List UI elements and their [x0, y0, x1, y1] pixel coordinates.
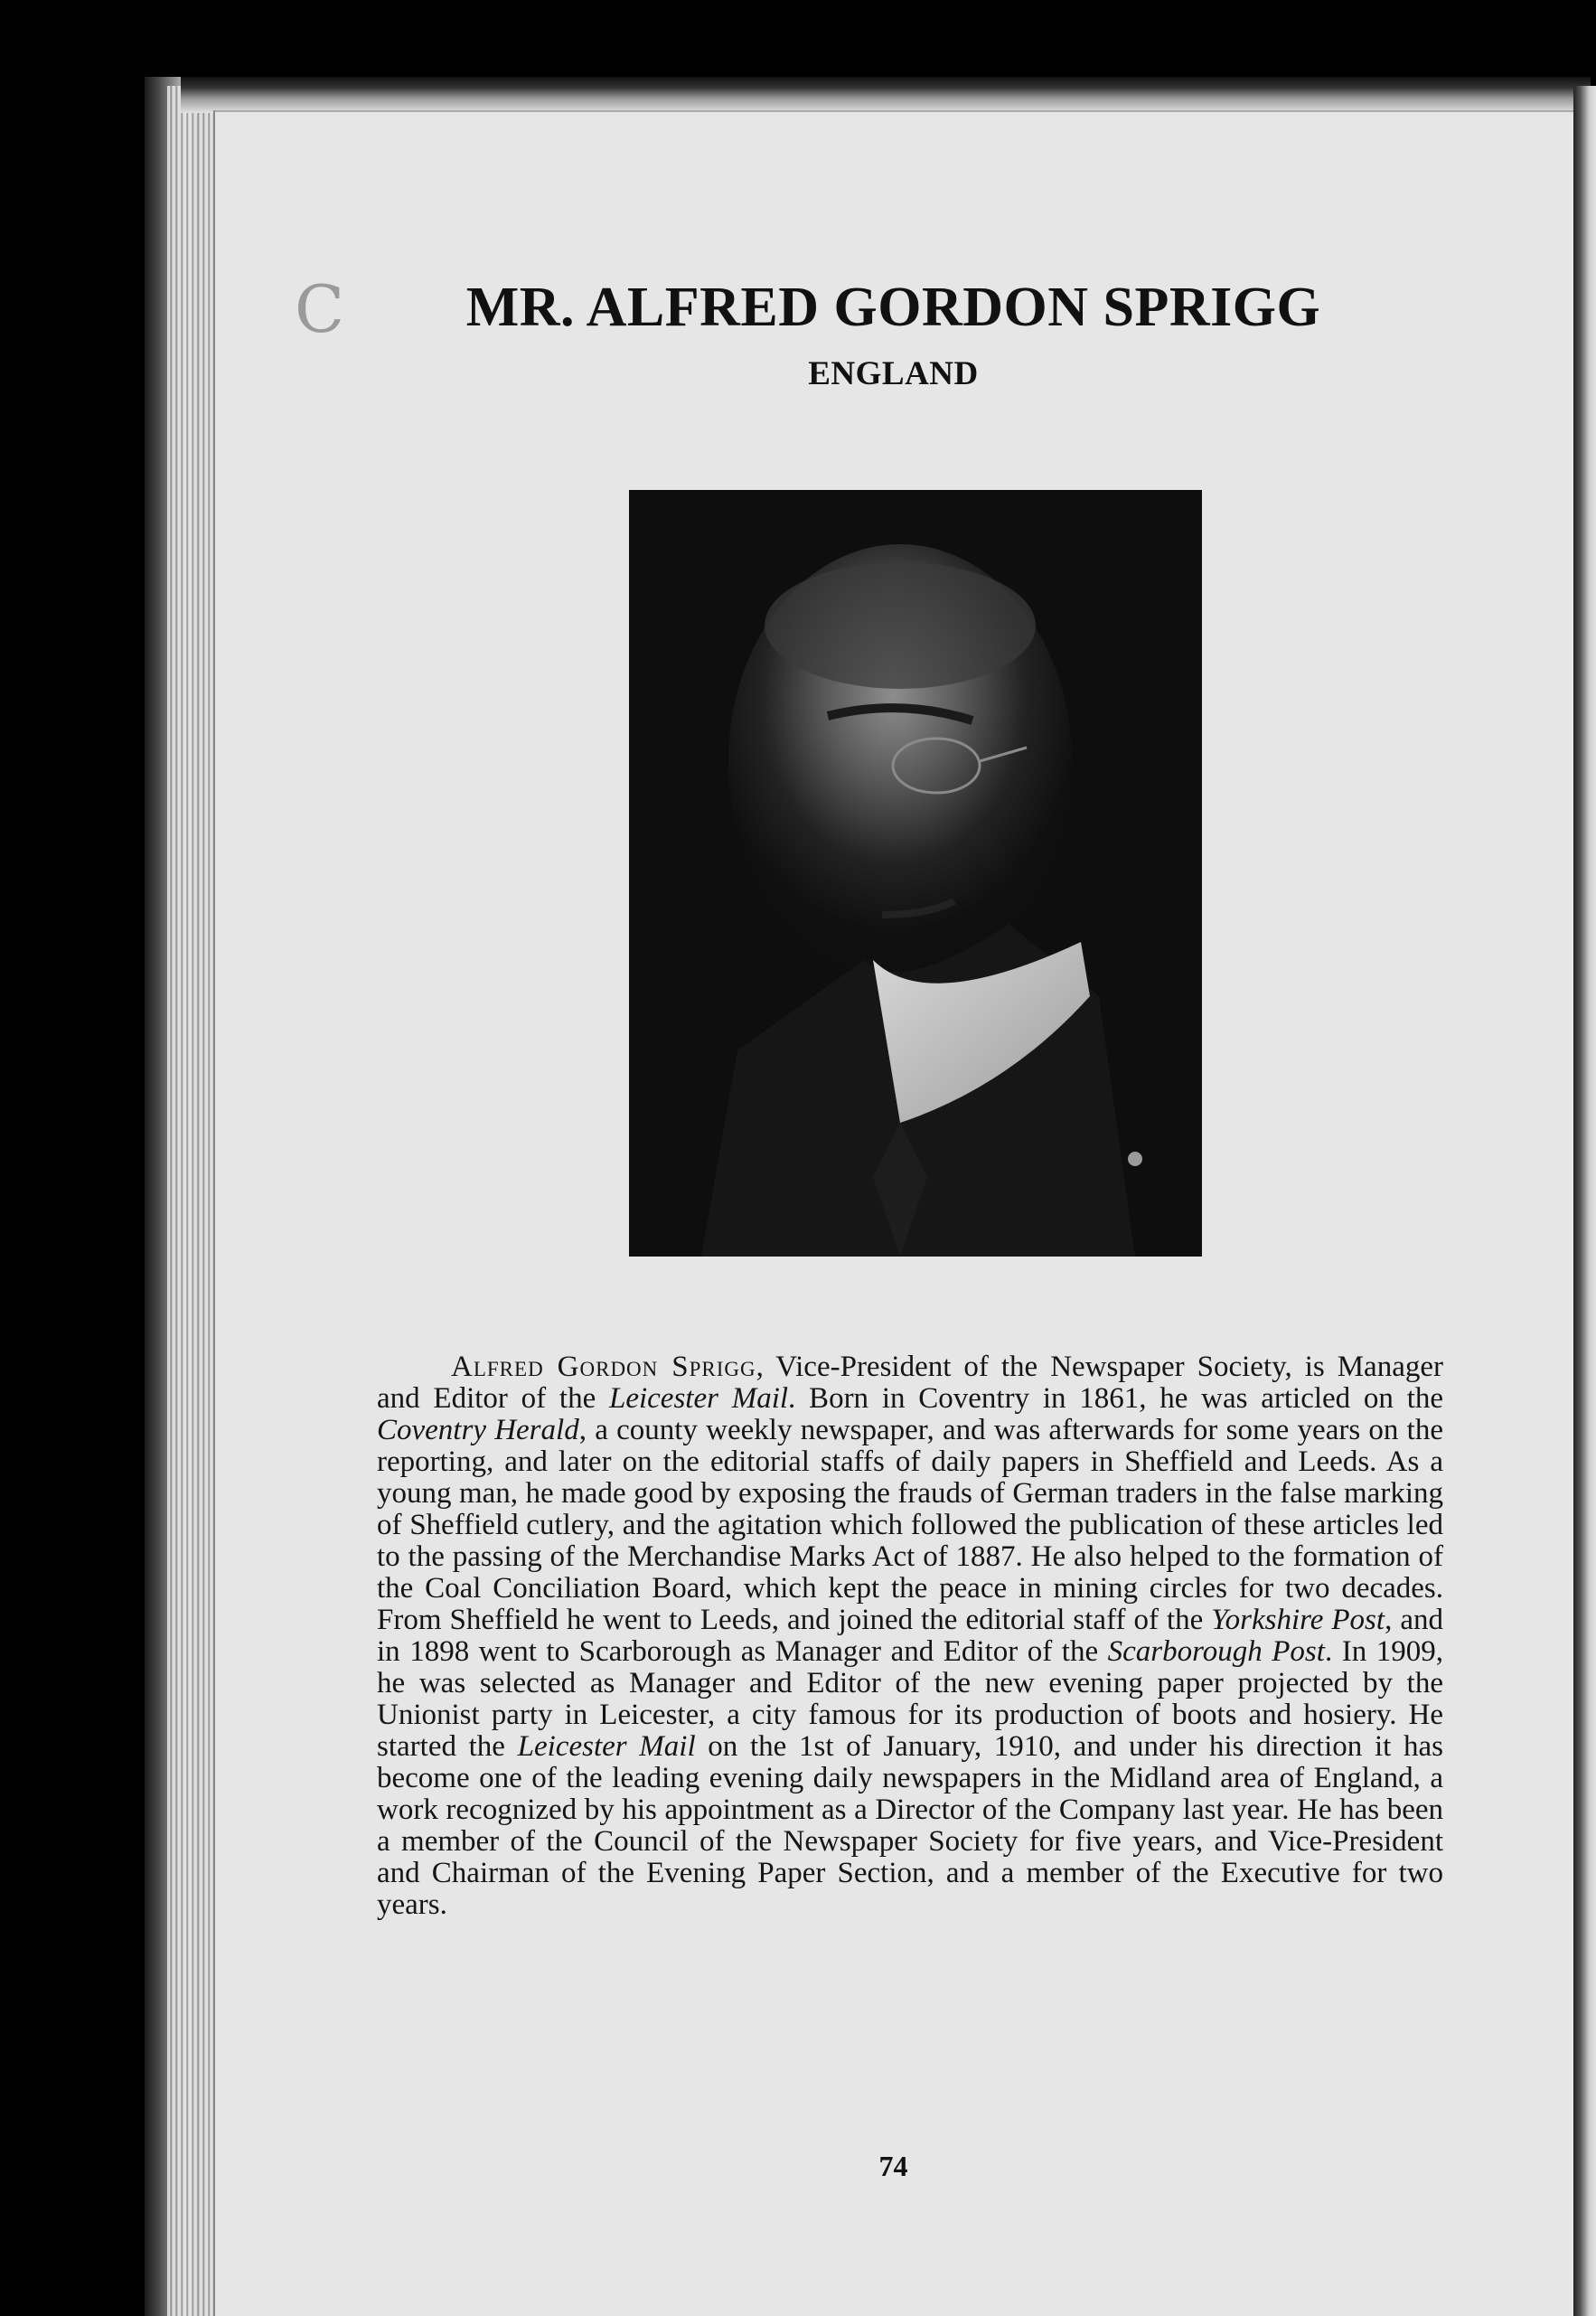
- bio-italic-3: Yorkshire Post: [1211, 1604, 1385, 1636]
- portrait-photo: [629, 490, 1202, 1257]
- portrait-image: [629, 490, 1202, 1257]
- margin-pencil-mark: C: [295, 271, 345, 347]
- bio-text-3: , a county weekly newspaper, and was afterwards for some years on the reporting, and later on the editorial staffs of daily papers in Sheffield and Leeds. As a young man, he made good by exposing the frauds of German traders in the false marking of Sheffield cutlery, and the agitation which followed the publication of these articles led to the passing of the Merchandise Marks Act of 1887. He also helped to the formation of the Coal Conciliation Board, which kept the peace in mining circles for two decades. From Sheffield he went to Leeds, and joined the editorial staff of the: [377, 1414, 1443, 1636]
- bio-text-5: . In 1909, he was selected as Manager and Editor of the new evening paper projected by the Unionist party in Leicester, a city famous for its production of boots and hosiery. He started the: [377, 1635, 1444, 1763]
- page-edges: [167, 86, 212, 2316]
- page-subtitle: ENGLAND: [808, 355, 979, 392]
- bio-italic-4: Scarborough Post: [1107, 1635, 1325, 1668]
- bio-text-2: . Born in Coventry in 1861, he was articled on the: [788, 1382, 1444, 1415]
- page-number: 74: [878, 2150, 908, 2182]
- top-page-edge: [181, 77, 1591, 113]
- bio-text-4: , and in 1898 went to Scarborough as Manager and Editor of the: [377, 1604, 1443, 1668]
- bio-text-6: on the 1st of January, 1910, and under his direction it has become one of the leading evening daily newspapers in the Midland area of England, a work recognized by his appointment as a Director of the Company last year. He has been a member of the Council of the Newspaper Society for five years, and Vice-President and Chairman of the Evening Paper Section, and a member of the Executive for two years.: [377, 1730, 1443, 1921]
- bio-italic-1: Leicester Mail: [608, 1382, 789, 1415]
- page-title: MR. ALFRED GORDON SPRIGG: [465, 277, 1321, 338]
- bio-text-1: , Vice-President of the Newspaper Society, is Manager and Editor of the: [377, 1351, 1443, 1415]
- bio-italic-2: Coventry Herald: [377, 1414, 579, 1446]
- bio-italic-5: Leicester Mail: [517, 1730, 696, 1763]
- bio-name: Alfred Gordon Sprigg: [451, 1351, 756, 1383]
- biography-paragraph: [377, 1351, 1443, 1921]
- facing-page-edge: [1573, 86, 1596, 2316]
